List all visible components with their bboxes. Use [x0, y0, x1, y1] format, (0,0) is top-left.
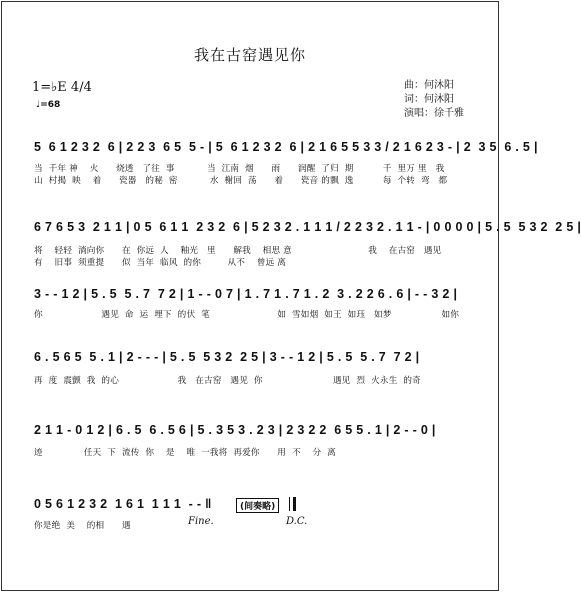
- final-barline: [289, 497, 296, 511]
- lyrics-line-1-verse-1: 当 千年 神 火 烧透 了往 事 当 江南 烟 雨 润醒 了归 期 千 里万 里 我: [34, 164, 445, 174]
- tempo-marking: ♩=68: [36, 100, 61, 110]
- lyrics-line-2-verse-2: 有 旧事 须重提 似 当年 临风 的你 从不 曾远 离: [34, 258, 287, 268]
- interlude-note: (间奏略): [236, 498, 279, 513]
- lyrics-line-4: 再 度 震颤 我 的心 我 在古窑 遇见 你 遇见 烈 火永生 的奇: [34, 376, 421, 386]
- notation-line-1: 5 6 1 2 3 2 6 | 2 2 3 6 5 5 - | 5 6 1 2 3 2 6 | 2 1 6 5 5 3 3 / 2 1 6 2 3 - | 2 3 5 6 . 5 |: [34, 140, 538, 154]
- lyrics-line-2-verse-1: 将 轻轻 淌向你 在 你远 人 釉光 里 解我 相思 意 我 在古窑 遇见: [34, 246, 442, 256]
- composer-credit: 曲：何沐阳: [404, 80, 454, 91]
- dc-marking: D.C.: [286, 516, 308, 527]
- lyrics-line-3: 你 遇见 命 运 埋下 的伏 笔 如 雪如烟 如王 如珏 如梦 如你: [34, 310, 460, 320]
- singer-credit: 演唱：徐千雅: [404, 108, 464, 119]
- lyrics-line-1-verse-2: 山 村揭 映 着 瓷器 的秘 密 水 榭回 荡 着 瓷音 的飘 逸 每 个转 弯 都: [34, 176, 448, 186]
- lyricist-credit: 词：何沐阳: [404, 94, 454, 105]
- song-title: 我在古窑遇见你: [193, 46, 306, 64]
- lyrics-line-5: 迹 任天 下 流传 你 是 唯 一我将 再爱你 用 不 分 离: [34, 448, 336, 458]
- notation-line-2: 6 7 6 5 3 2 1 1 | 0 5 6 1 1 2 3 2 6 | 5 2 3 2 . 1 1 1 / 2 2 3 2 . 1 1 - | 0 0 0 0 | 5 . 5 5 3 2 2 5 |: [34, 220, 581, 234]
- key-signature: 1=♭E 4/4: [32, 80, 92, 95]
- notation-line-4: 6 . 5 6 5 5 . 1 | 2 - - - | 5 . 5 5 3 2 2 5 | 3 - - 1 2 | 5 . 5 5 . 7 7 2 |: [34, 350, 420, 364]
- fine-marking: Fine.: [188, 516, 214, 527]
- notation-line-5: 2 1 1 - 0 1 2 | 6 . 5 6 . 5 6 | 5 . 3 5 3 . 2 3 | 2 3 2 2 6 5 5 . 1 | 2 - - 0 |: [34, 423, 436, 437]
- lyrics-line-6: 你是绝 美 的相 遇: [34, 521, 131, 531]
- notation-line-3: 3 - - 1 2 | 5 . 5 5 . 7 7 2 | 1 - - 0 7 | 1 . 7 1 . 7 1 . 2 3 . 2 2 6 . 6 | - - 3 2 |: [34, 287, 458, 301]
- notation-line-6: 0 5 6 1 2 3 2 1 6 1 1 1 1 - - ‖: [34, 497, 212, 511]
